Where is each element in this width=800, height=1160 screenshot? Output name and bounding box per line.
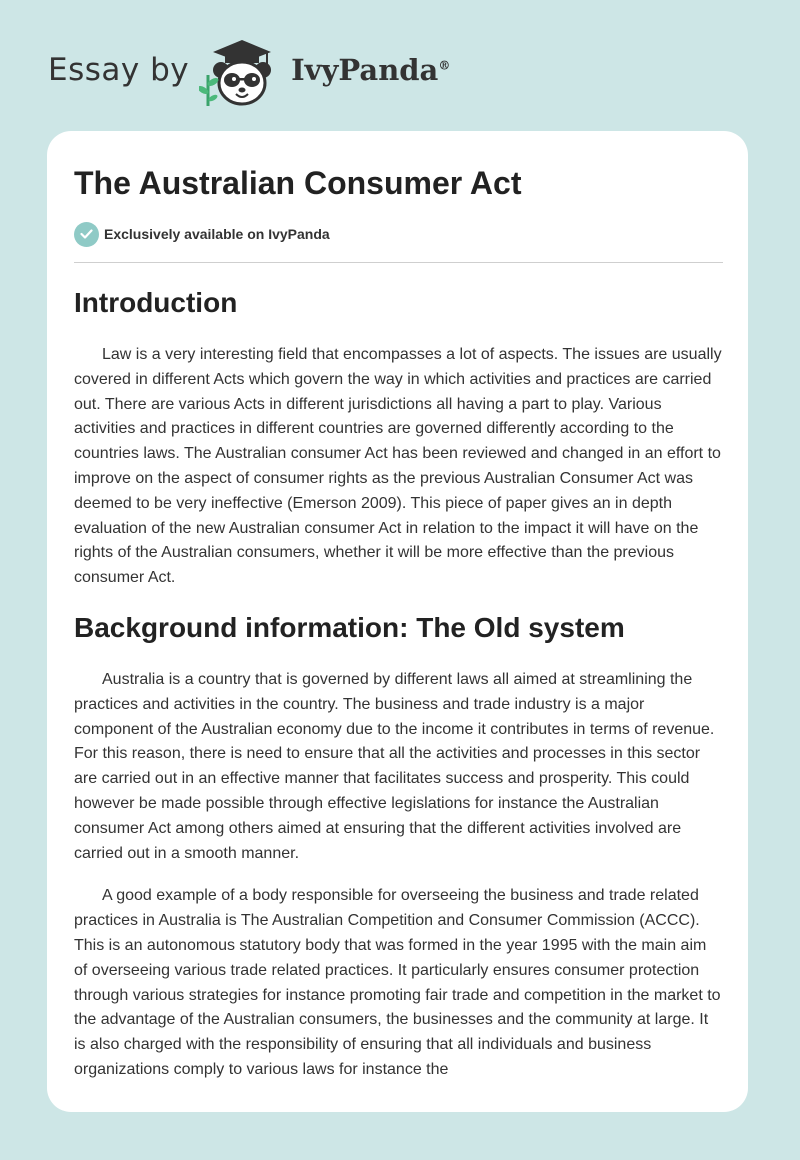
exclusive-badge	[74, 221, 722, 247]
section-background	[74, 610, 722, 1083]
brand-name-text: IvyPanda	[291, 53, 439, 87]
paragraph: Australia is a country that is governed by different laws all aimed at streamlining the practices and activities in the country. The business and trade industry is a major component of the Australian economy due to the income it contributes in terms of revenue. For this reason, there is need to ensure that all the activities and processes in this sector are carried out in an effective manner that facilitates success and prosperity. This could however be made possible through effective legislations for instance the Australian consumer Act among others aimed at ensuring that the different activities involved are carried out in a smooth manner.	[74, 670, 715, 862]
brand-name	[291, 53, 450, 87]
section-introduction	[74, 285, 722, 591]
check-icon	[74, 222, 99, 247]
registered-mark: ®	[438, 58, 451, 73]
panda-logo-icon[interactable]	[199, 30, 285, 110]
essay-card	[47, 131, 748, 1112]
brand-prefix: Essay by	[48, 52, 190, 88]
exclusive-badge-label: Exclusively available on IvyPanda	[104, 226, 330, 242]
paragraph: A good example of a body responsible for overseeing the business and trade related practices in Australia is The Australian Competition and Consumer Commission (ACCC). This is an autonomous statutory body that was formed in the year 1995 with the main aim of overseeing various trade related practices. It particularly ensures consumer protection through various strategies for instance promoting fair trade and competition in the market to the advantage of the Australian consumers, the businesses and the community at large. It is also charged with the responsibility of ensuring that all individuals and business organizations comply to various laws for instance the	[74, 887, 721, 1078]
paragraph: Law is a very interesting field that encompasses a lot of aspects. The issues are usually covered in different Acts which govern the way in which activities and practices are carried out. There are various Acts in different jurisdictions all having a part to play. Various activities and practices in different countries are governed differently according to the countries laws. The Australian consumer Act has been reviewed and changed in an effort to improve on the aspect of consumer rights as the previous Australian Consumer Act was deemed to be very ineffective (Emerson 2009). This piece of paper gives an in depth evaluation of the new Australian consumer Act in relation to the impact it will have on the rights of the Australian consumers, whether it will be more effective than the previous consumer Act.	[74, 346, 722, 587]
site-header	[48, 30, 450, 110]
title-divider	[74, 262, 723, 263]
page-title: The Australian Consumer Act	[74, 165, 522, 201]
section-heading: Background information: The Old system	[74, 611, 625, 643]
section-heading: Introduction	[74, 287, 238, 318]
